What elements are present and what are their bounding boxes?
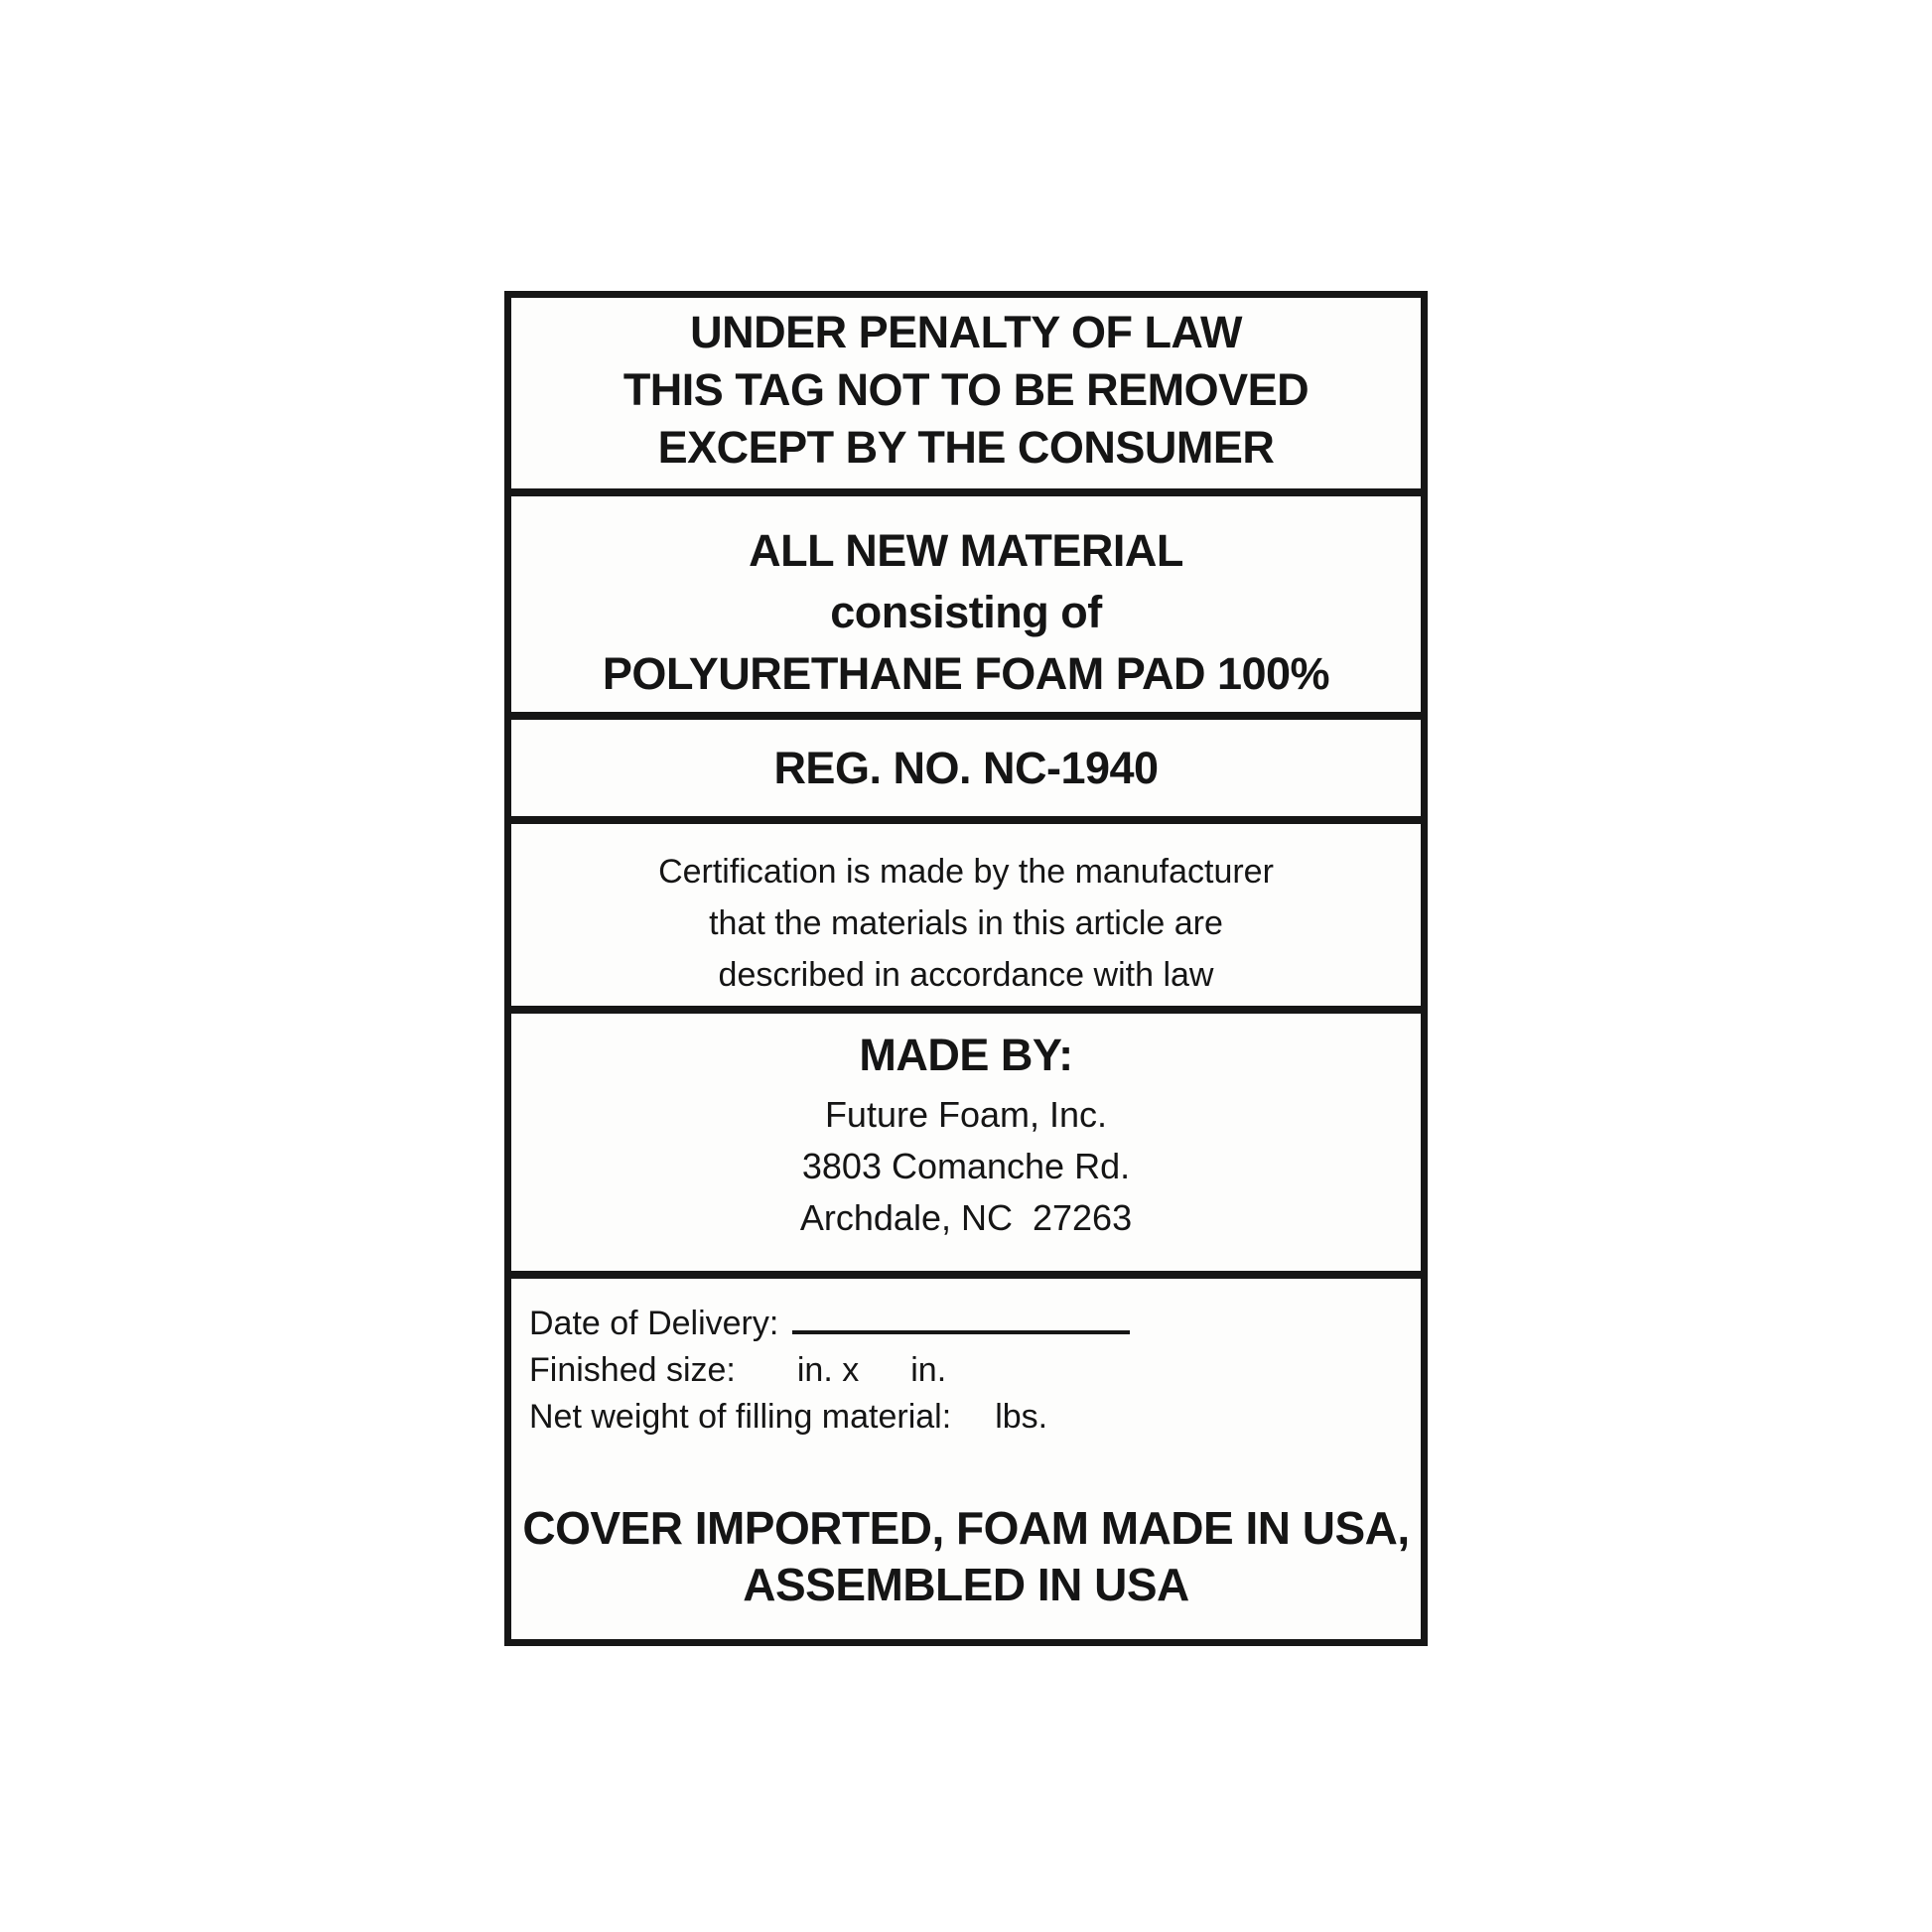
penalty-line-1: UNDER PENALTY OF LAW (690, 307, 1242, 357)
finished-size-row (529, 1347, 1421, 1394)
penalty-line-3: EXCEPT BY THE CONSUMER (657, 422, 1275, 473)
made-by-heading: MADE BY: (859, 1030, 1073, 1080)
finished-size-unit-2: in. (910, 1351, 947, 1389)
penalty-line-2: THIS TAG NOT TO BE REMOVED (622, 364, 1310, 415)
date-of-delivery-label: Date of Delivery: (529, 1305, 779, 1342)
certification-line-3: described in accordance with law (718, 956, 1214, 994)
section-registration-number (511, 712, 1421, 816)
certification-line-1: Certification is made by the manufacturer (658, 853, 1274, 891)
section-penalty-warning (511, 298, 1421, 488)
certification-line-2: that the materials in this article are (709, 904, 1223, 942)
law-label (504, 291, 1428, 1646)
section-delivery-details (511, 1271, 1421, 1639)
date-of-delivery-blank (792, 1297, 1130, 1334)
section-made-by (511, 1006, 1421, 1271)
registration-number-text: REG. NO. NC-1940 (773, 742, 1159, 793)
material-line-3: POLYURETHANE FOAM PAD 100% (602, 648, 1330, 699)
made-by-street: 3803 Comanche Rd. (801, 1146, 1131, 1186)
section-certification (511, 816, 1421, 1006)
finished-size-unit-1: in. x (796, 1351, 860, 1389)
finished-size-label: Finished size: (529, 1351, 736, 1389)
made-by-company: Future Foam, Inc. (824, 1094, 1108, 1135)
net-weight-row (529, 1394, 1421, 1441)
net-weight-unit: lbs. (995, 1398, 1048, 1436)
origin-statement (511, 1500, 1421, 1613)
net-weight-label: Net weight of filling material: (529, 1398, 952, 1436)
material-line-2: consisting of (830, 587, 1102, 637)
material-line-1: ALL NEW MATERIAL (749, 525, 1183, 576)
date-of-delivery-row (529, 1297, 1421, 1347)
made-by-city-state-zip: Archdale, NC 27263 (799, 1197, 1133, 1238)
delivery-details-block (511, 1279, 1421, 1441)
section-material-contents (511, 488, 1421, 712)
origin-line-2: ASSEMBLED IN USA (743, 1559, 1189, 1610)
origin-line-1: COVER IMPORTED, FOAM MADE IN USA, (522, 1502, 1410, 1554)
